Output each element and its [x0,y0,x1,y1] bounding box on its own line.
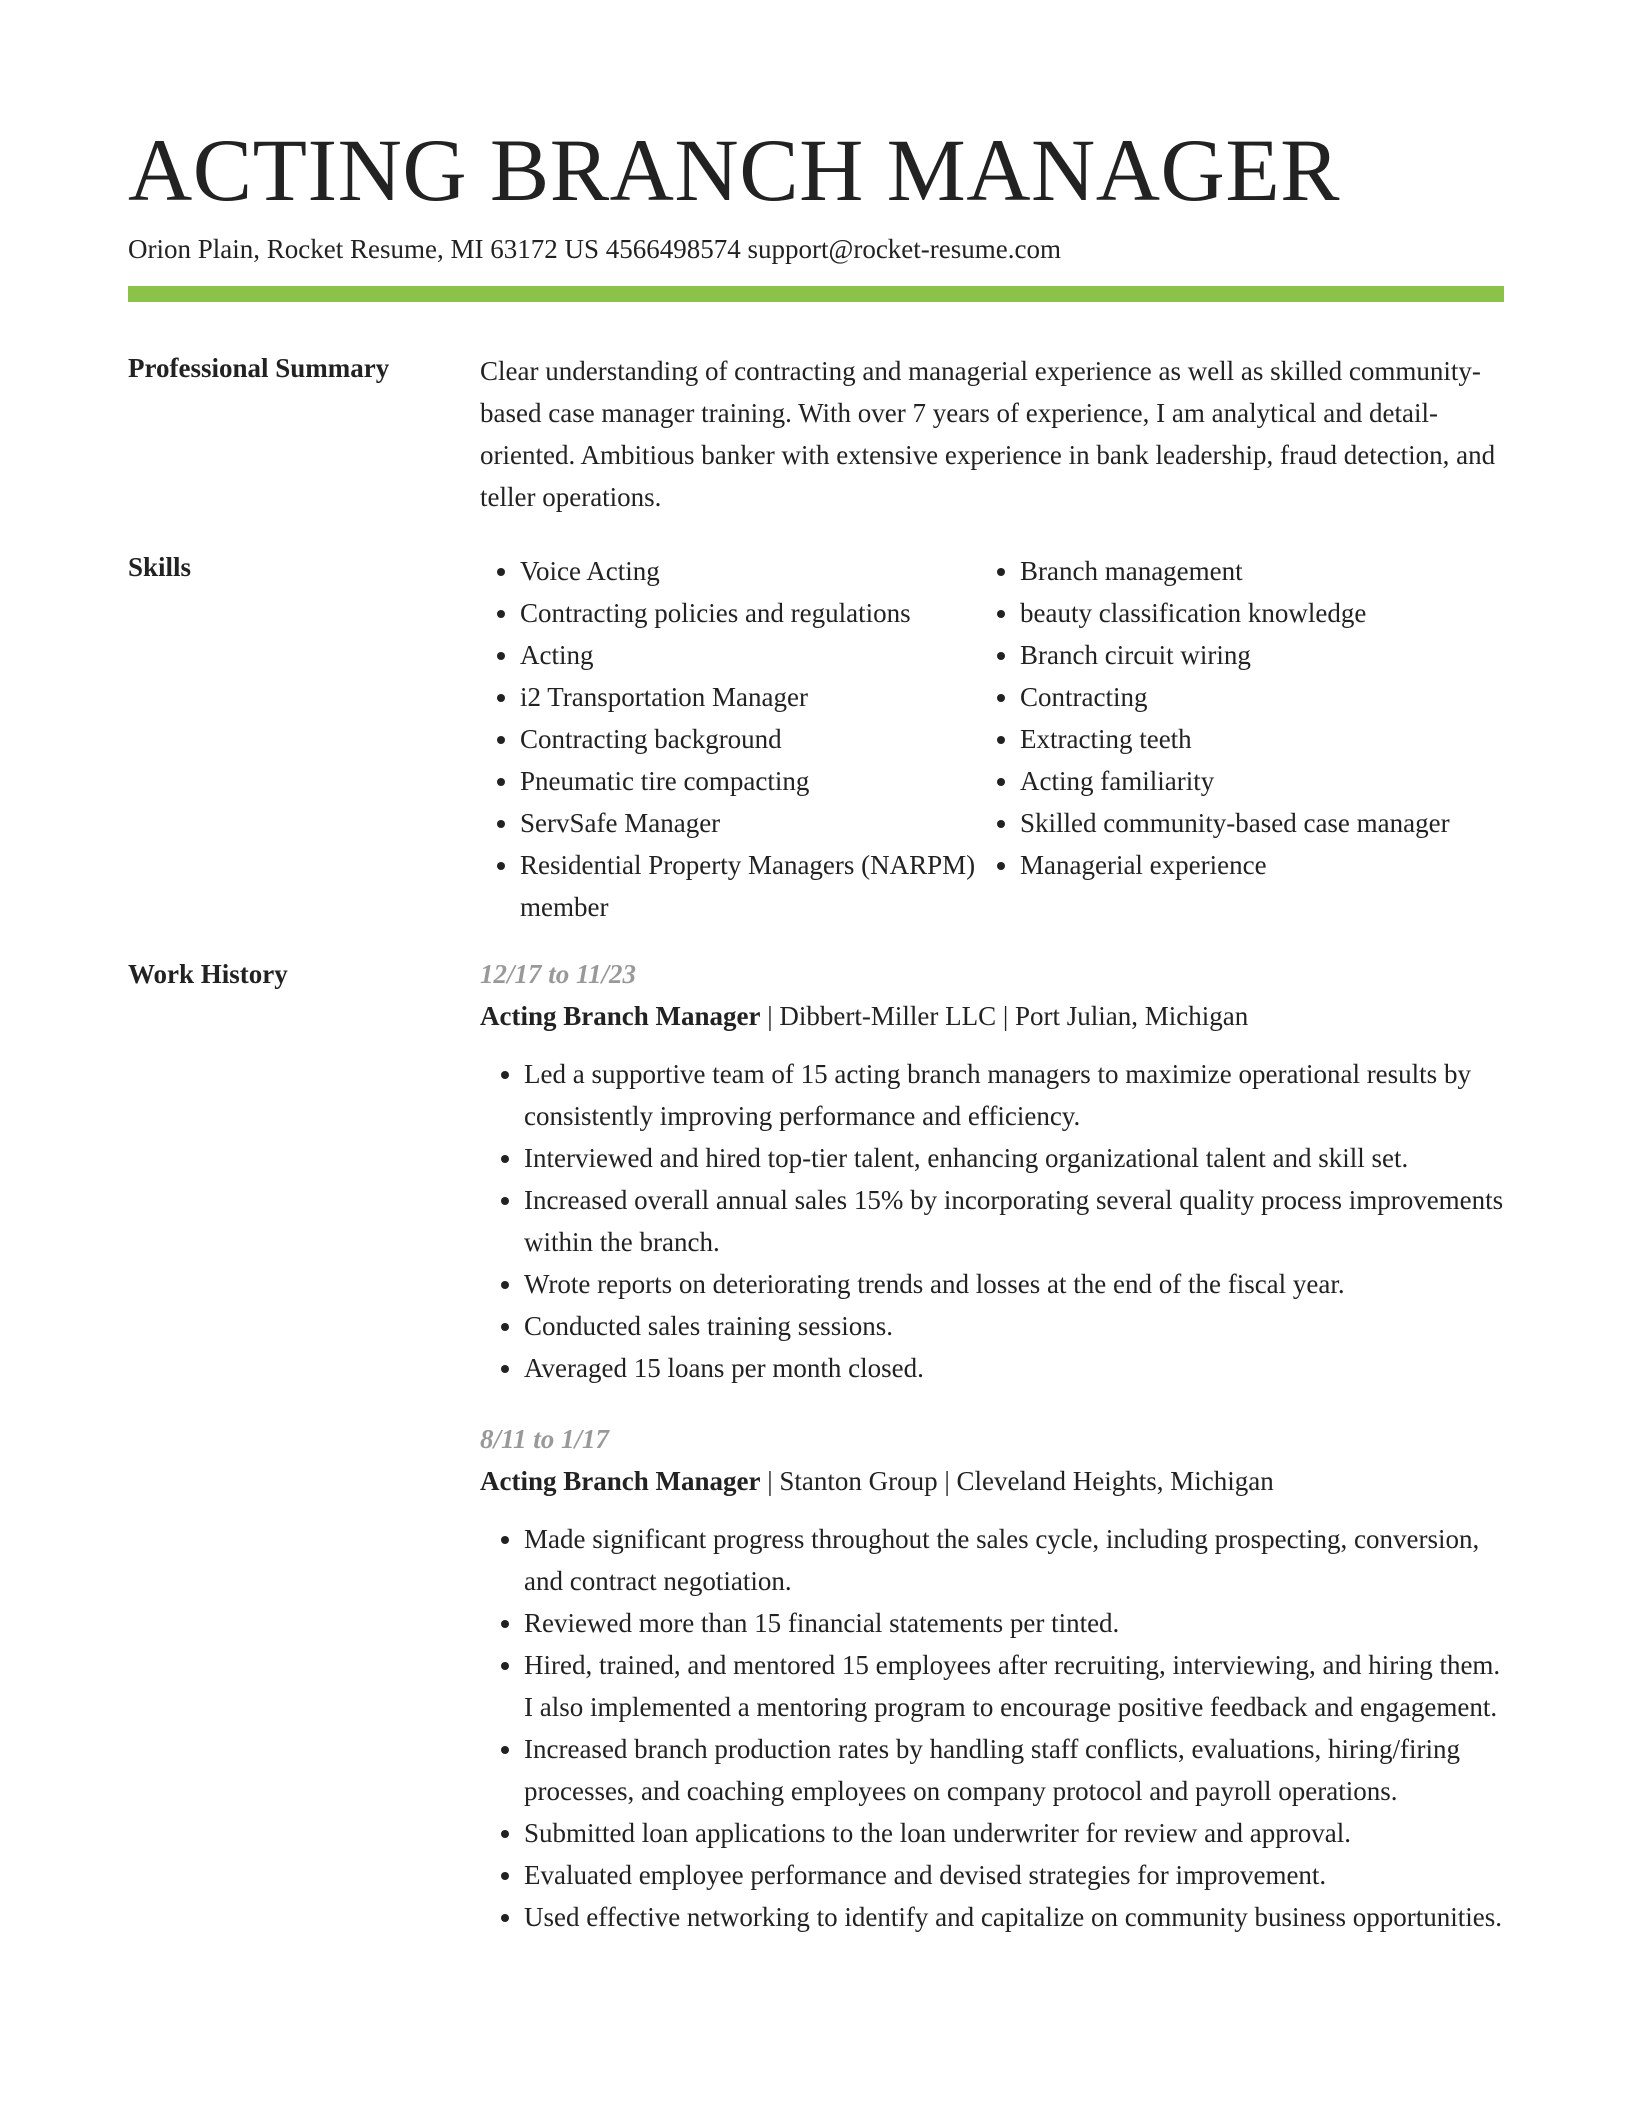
job-duties-list [480,1518,1504,1938]
skill-item: • Contracting [1020,676,1548,718]
summary-text: Clear understanding of contracting and managerial experience as well as skilled community-based case manager training. With over 7 years of experience, I am analytical and detail-oriented. Ambitious banker with extensive experience in bank leadership, fraud detection, and teller operations. [480,356,1496,512]
job-title-line [480,995,1504,1037]
skill-item: • Skilled community-based case manager [1020,802,1548,844]
job-duty: • Increased branch production rates by handling staff conflicts, evaluations, hiring/firing processes, and coaching employees on company protocol and payroll operations. [524,1728,1504,1812]
job-duty: • Evaluated employee performance and devised strategies for improvement. [524,1854,1504,1896]
skill-item: • Branch management [1020,550,1548,592]
skill-item: • Acting [520,634,1008,676]
skill-item: • ServSafe Manager [520,802,1008,844]
resume-title: ACTING BRANCH MANAGER [128,122,1341,220]
skill-item: • i2 Transportation Manager [520,676,1008,718]
skills-list-left [476,550,1008,928]
job-duty: • Submitted loan applications to the loan underwriter for review and approval. [524,1812,1504,1854]
job-dates: 8/11 to 1/17 [480,1424,610,1454]
job-duty: • Used effective networking to identify and capitalize on community business opportunities. [524,1896,1504,1938]
job-title: Acting Branch Manager [480,1466,761,1496]
skill-item: • Voice Acting [520,550,1008,592]
skill-item: • Residential Property Managers (NARPM) member [520,844,1008,928]
skills-heading: Skills [128,552,192,582]
skill-item: • Pneumatic tire compacting [520,760,1008,802]
job-duties-list [480,1053,1504,1389]
work-history-heading: Work History [128,959,288,989]
skill-item: • Acting familiarity [1020,760,1548,802]
contact-line: Orion Plain, Rocket Resume, MI 63172 US 4566498574 support@rocket-resume.com [128,234,1061,264]
skills-list-right [976,550,1548,886]
job-employer-location: | Dibbert-Miller LLC | Port Julian, Michigan [760,1001,1249,1031]
job-duty: • Reviewed more than 15 financial statements per tinted. [524,1602,1504,1644]
summary-heading: Professional Summary [128,353,390,383]
job-duty: • Averaged 15 loans per month closed. [524,1347,1504,1389]
job-duty: • Conducted sales training sessions. [524,1305,1504,1347]
job-duty: • Interviewed and hired top-tier talent, enhancing organizational talent and skill set. [524,1137,1504,1179]
job-entry [480,953,1504,1389]
job-duty: • Increased overall annual sales 15% by incorporating several quality process improvements within the branch. [524,1179,1504,1263]
skill-item: • Contracting policies and regulations [520,592,1008,634]
job-duty: • Led a supportive team of 15 acting branch managers to maximize operational results by consistently improving performance and efficiency. [524,1053,1504,1137]
job-title-line [480,1460,1504,1502]
skill-item: • Branch circuit wiring [1020,634,1548,676]
job-entry [480,1418,1504,1938]
skill-item: • Contracting background [520,718,1008,760]
skill-item: • beauty classification knowledge [1020,592,1548,634]
job-duty: • Made significant progress throughout the sales cycle, including prospecting, conversion, and contract negotiation. [524,1518,1504,1602]
skill-item: • Extracting teeth [1020,718,1548,760]
job-employer-location: | Stanton Group | Cleveland Heights, Michigan [760,1466,1274,1496]
job-duty: • Hired, trained, and mentored 15 employees after recruiting, interviewing, and hiring them. I also implemented a mentoring program to encourage positive feedback and engagement. [524,1644,1504,1728]
job-dates: 12/17 to 11/23 [480,959,637,989]
job-duty: • Wrote reports on deteriorating trends and losses at the end of the fiscal year. [524,1263,1504,1305]
skill-item: • Managerial experience [1020,844,1548,886]
job-title: Acting Branch Manager [480,1001,761,1031]
header-divider [128,286,1504,302]
